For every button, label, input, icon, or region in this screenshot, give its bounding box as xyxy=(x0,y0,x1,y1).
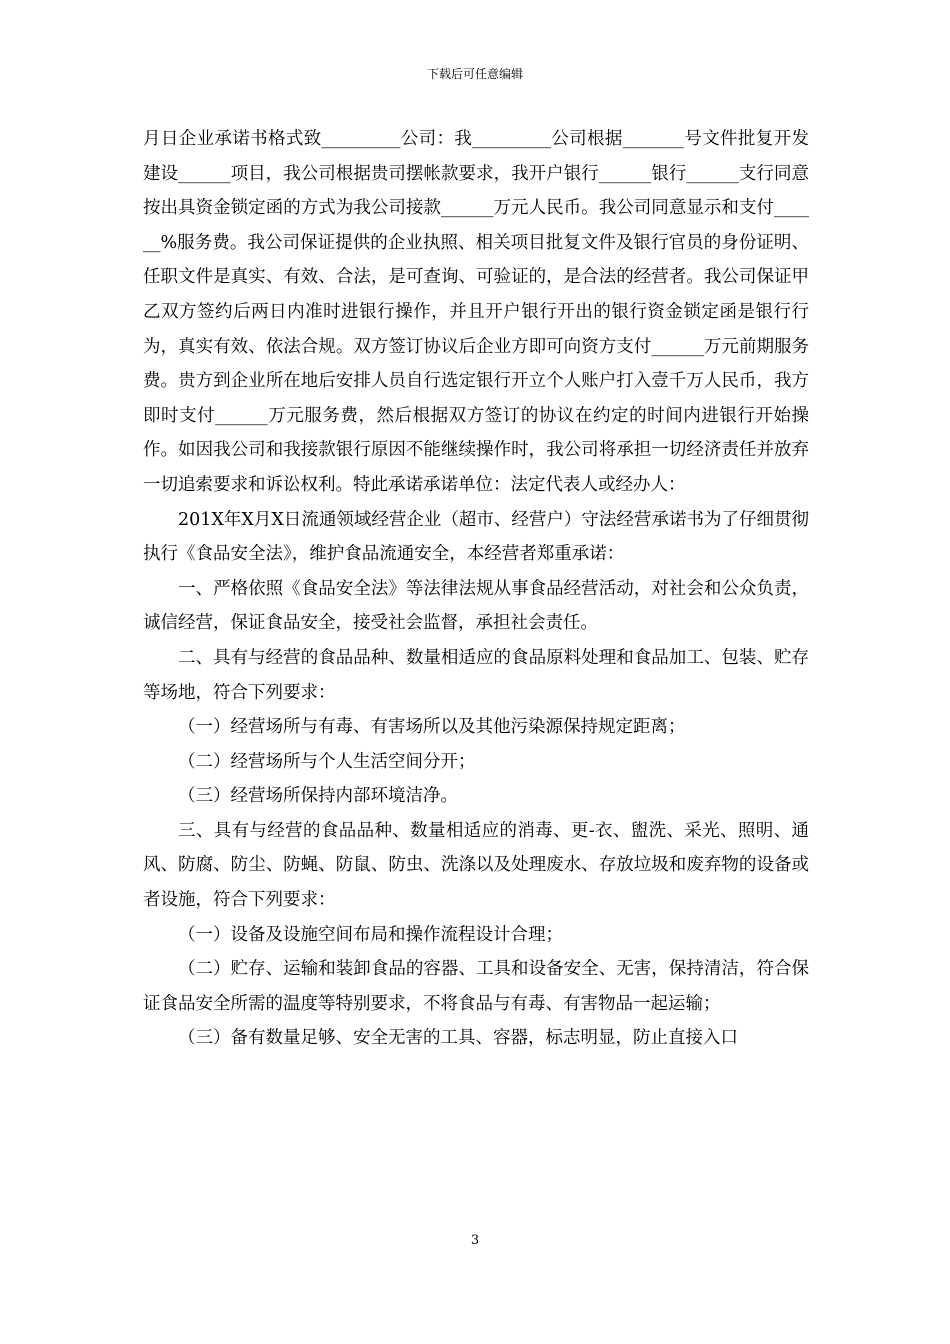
paragraph-item-3: 三、具有与经营的食品品种、数量相适应的消毒、更-衣、盥洗、采光、照明、通风、防腐、防尘、防蝇、防鼠、防虫、洗涤以及处理废水、存放垃圾和废弃物的设备或者设施，符合下列要求： xyxy=(143,820,809,911)
paragraph-item-3-sub-3: （三）备有数量足够、安全无害的工具、容器，标志明显，防止直接入口 xyxy=(178,1028,738,1049)
page-header: 下载后可任意编辑 xyxy=(426,67,523,81)
document-body xyxy=(143,122,809,1056)
paragraph-item-1: 一、严格依照《食品安全法》等法律法规从事食品经营活动，对社会和公众负责，诚信经营，保证食品安全，接受社会监督，承担社会责任。 xyxy=(143,578,809,634)
paragraph-item-2: 二、具有与经营的食品品种、数量相适应的食品原料处理和食品加工、包装、贮存等场地，符合下列要求： xyxy=(143,647,809,703)
paragraph-item-2-sub-1: （一）经营场所与有毒、有害场所以及其他污染源保持规定距离； xyxy=(178,717,686,738)
paragraph-commitment-letter: 月日企业承诺书格式致_________公司：我_________公司根据_______号文件批复开发建设______项目，我公司根据贵司摆帐款要求，我开户银行______银行______支行同意按出具资金锁定函的方式为我公司接款______万元人民币。我公司同意显示和支付______%服务费。我公司保证提供的企业执照、相关项目批复文件及银行官员的身份证明、任职文件是真实、有效、合法，是可查询、可验证的，是合法的经营者。我公司保证甲乙双方签约后两日内准时进银行操作，并且开户银行开出的银行资金锁定函是银行行为，真实有效、依法合规。双方签订协议后企业方即可向资方支付______万元前期服务费。贵方到企业所在地后安排人员自行选定银行开立个人账户打入壹千万人民币，我方即时支付______万元服务费，然后根据双方签订的协议在约定的时间内进银行开始操作。如因我公司和我接款银行原因不能继续操作时，我公司将承担一切经济责任并放弃一切追索要求和诉讼权利。特此承诺承诺单位：法定代表人或经办人： xyxy=(143,129,809,495)
paragraph-item-3-sub-2: （二）贮存、运输和装卸食品的容器、工具和设备安全、无害，保持清洁，符合保证食品安全所需的温度等特别要求，不将食品与有毒、有害物品一起运输； xyxy=(143,959,809,1014)
paragraph-item-3-sub-1: （一）设备及设施空间布局和操作流程设计合理； xyxy=(178,924,563,945)
paragraph-food-safety-intro: 201X年X月X日流通领域经营企业（超市、经营户）守法经营承诺书为了仔细贯彻执行《食品安全法》，维护食品流通安全，本经营者郑重承诺： xyxy=(143,509,809,565)
page-number: 3 xyxy=(470,1233,480,1248)
paragraph-item-2-sub-2: （二）经营场所与个人生活空间分开； xyxy=(178,751,476,772)
paragraph-item-2-sub-3: （三）经营场所保持内部环境洁净。 xyxy=(178,786,458,807)
